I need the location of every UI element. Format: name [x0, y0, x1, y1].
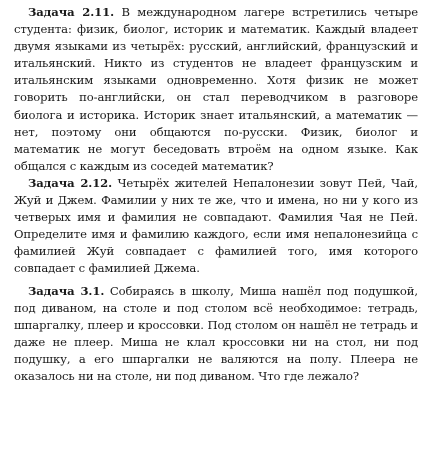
problem-title: Задача 2.11.	[28, 5, 115, 19]
textbook-page	[14, 4, 418, 385]
problem-title: Задача 2.12.	[28, 175, 113, 190]
problem-title: Задача 3.1.	[28, 283, 105, 298]
problem-text: Собираясь в школу, Миша нашёл под подушкой, под диваном, на столе и под столом всё необходимое: тетрадь, шпаргалку, плеер и кроссовки. Под столом он нашёл не тетрадь и даже не плеер. Миша не клал кроссовки ни на стол, ни под подушку, а его шпаргалки не валяются на полу. Плеера не оказалось ни на столе, ни под диваном. Что где лежало?	[14, 283, 418, 383]
problem-2-12	[14, 175, 418, 278]
problem-2-11	[14, 4, 418, 175]
problem-3-1	[14, 283, 418, 386]
problem-text: В международном лагере встретились четыре студента: физик, биолог, историк и математик. Каждый владеет двумя языками из четырёх: русский, английский, французский и итальянский. Никто из студентов не владеет французским и итальянским языками одновременно. Хотя физик не может говорить по-английски, он стал переводчиком в разговоре биолога и историка. Историк знает итальянский, а математик — нет, поэтому они общаются по-русски. Физик, биолог и математик не могут беседовать втроём на одном языке. Как общался с каждым из соседей математик?	[14, 5, 418, 173]
problem-text: Четырёх жителей Непалонезии зовут Пей, Чай, Жуй и Джем. Фамилии у них те же, что и имена, но ни у кого из четверых имя и фамилия не совпадают. Фамилия Чая не Пей. Определите имя и фамилию каждого, если имя непалонезийца с фамилией Жуй совпадает с фамилией того, имя которого совпадает с фамилией Джема.	[14, 175, 418, 276]
